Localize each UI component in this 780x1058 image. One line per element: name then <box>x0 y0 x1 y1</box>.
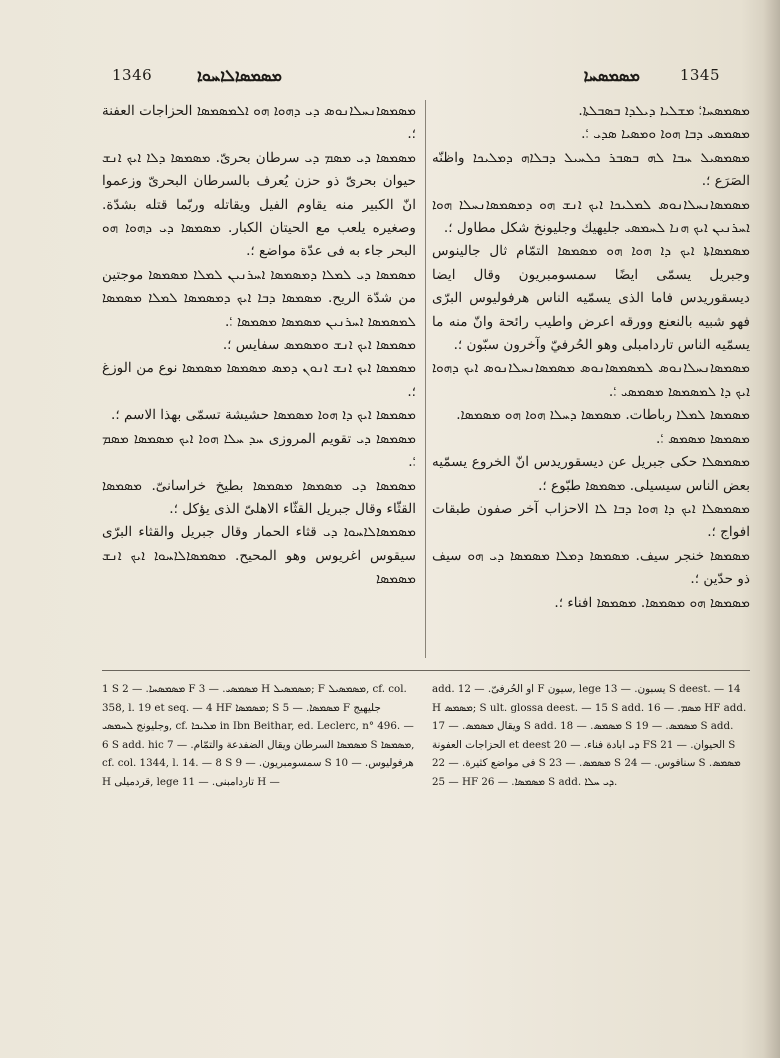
dictionary-entry: ܡܣܡܣܐ خنجر سيف. ܡܣܡܣܐ ܕܡܠܐ ܡܣܡܣܐ ܕܝ ܗܘ سيف ذو حدّين ؛. <box>432 547 750 588</box>
dictionary-entry: ܡܣܡܣܐ ܕܝ ܡܣܡܣܐ ܡܣܡܣܐ بطيخ خراسانىّ. ܡܣܡܣܐ القثّاء وقال جبريل القثّاء الاهلىّ الذى يؤكل ؛. <box>102 477 416 517</box>
dictionary-entry: ܡܣܡܣܐܢܚܠܐܢܘܣ ܠܡܣܡܣܐܢܘܣ ܡܣܡܣܐܢܚܠܐܢܘܣ ܐܝܟ ܕܗܘܐ ܐܝܟ ܕܐ ܠܡܣܡܣܐ ܡܣܡܣܝ ؛. <box>432 360 750 400</box>
footnotes-left <box>102 680 416 1010</box>
dictionary-entry: ܡܣܡܣܠܐ ܐܝܟ ܕܐ ܗܘܐ ܕܒܐ ܠܐ الاحزاب آخر صفون طبقات افواج ؛. <box>432 500 750 541</box>
dictionary-entry: ܡܣܡܣܐ ܐܝܟ ܐܢܫ ܘܡܣܡܣ سفايس ؛. <box>222 337 416 354</box>
dictionary-entry: ܡܣܡܣܚܐ؛ ܡܫܠܝܐ ܕܝܠܕܐ ܒܣܒܠܬܐ. <box>578 103 750 119</box>
left-page-number: 1346 <box>112 66 153 84</box>
dictionary-entry: ܡܣܡܣܐܢܚܠܐܢܘܣ ܕܝ ܕܗܘܐ ܗܘ ܐܠܡܣܡܣܐ الحزاجات العفنة ؛. <box>102 103 416 143</box>
footnote-block: 1 S ܡܣܡܣܚܐ. — 2 F ܡܣܡܣܝ. — 3 H ܡܣܡܣܝܠ; F ܡܣܡܣܝܠ, cf. col. 358, l. 19 et seq. — 4 HF ܡܣܡܣܐ; S ܡܣܡܣܐ. — 5 F جليهيج وجليونج ܠܚܡܣܝ, cf. ܡܠܝܟܐ in Ibn Beithar, ed. Leclerc, n° 496. — 6 S add. hic ܡܣܡܣܐ السرطان ويقال الضفدعة والتمّام. — 7 S ܡܣܡܣܐ, cf. col. 1344, l. 14. — 8 S سمسومبريون. — 9 S هرفوليوس. — 10 H قردميلى, lege تاردامبنى. — 11 H — <box>102 683 415 788</box>
footnote-block: add. او الحُرفىّ. — 12 F سيون, lege يسبون. — 13 S deest. — 14 H ܡܣܡܣ; S ult. glossa deest. — 15 S add. ܡܣܡ. — 16 HF add. ويقال ܡܣܡܣ. — 17 S add. ܡܣܡܣ. — 18 S ܡܣܡܣ. — 19 S add. الحزاجات العفونة et deest ܕܝ ابادة فناء. — 20 FS الحيوان. — 21 S فى مواضع كثيرة. — 22 S ܡܣܡܣ. — 23 S سنافوس. — 24 S ܡܣܡܣ. — 25 HF ܡܣܡܣܐ. — 26 S add. ܕܝ ܚܠܐ. <box>432 683 747 788</box>
dictionary-entry: ܡܣܡܣܐ ܐܝܟ ܐܢܫ ܐܢܘܢ ܕܡܣ ܡܣܡܣܐ ܡܣܡܣܐ نوع من الوزغ ؛. <box>102 360 416 400</box>
page-header <box>112 66 720 92</box>
right-page-number: 1345 <box>679 66 720 84</box>
right-text-column <box>432 100 750 660</box>
dictionary-entry: ܡܣܡܣܐ ܡܣܡܣ ؛. <box>656 430 750 447</box>
dictionary-entry: ܡܣܡܣܐ ܠܡܠܐ رباطات. ܡܣܡܣܐ ܕܚܠܐ ܗܘܐ ܗܘ ܡܣܡܣܐ. <box>456 407 750 424</box>
dictionary-entry: ܡܣܡܣܝܠ ܚܒܐ ܠܗ ܒܣܒܪ ܟܠܚܝܠ ܕܒܠܐܗ ܕܡܠܝܟܐ واظنّه الصَرَع ؛. <box>432 149 750 190</box>
dictionary-entry: ܡܣܡܣܝ ܕܒܐ ܗܘܐ ܘܡܣܝܐ ܣܕܝ ؛. <box>581 126 750 143</box>
dictionary-entry: ܡܣܡܣܐ ܕܝ ܠܡܠܐ ܕܡܣܡܣܐ ܐܚܪܢܝܢ ܠܡܠܐ ܡܣܡܣܐ موجتين من شدّة الريح. ܡܣܡܣܐ ܕܒܐ ܐܝܟ ܕܡܣܡܣܐ ܠܡܠܐ ܡܣܡܣܐ ܠܡܣܡܣܐ ܐܚܪܢܝܢ ܡܣܡܣܐ ܡܣܡܣܐ ؛. <box>102 266 416 330</box>
dictionary-entry: ܡܣܡܣܐ ܐܝܟ ܕܐ ܗܘܐ ܡܣܡܣܐ حشيشة تسمّى بهذا الاسم ؛. <box>111 407 416 424</box>
footnotes-right <box>432 680 750 1010</box>
dictionary-entry: ܡܣܡܣܐ ܕܝ ܡܣܡ ܕܝ سرطان بحرىّ. ܡܣܡܣܐ ܕܠܐ ܐܝܟ ܐܢܫ حيوان بحرىّ ذو حزن يُعرف بالسرطان البحرىّ وزعموا انّ الكبير منه يقاوم الفيل ويقاتله وربّما قتله بشدّة. وصغيره يلعب مع الحيتان الكبار. ܡܣܡܣܐ ܕܝ ܕܗܘܐ ܗܘ البحر جاء به فى عدّة مواضع ؛. <box>102 149 416 260</box>
right-running-title: ܡܣܡܣܚܐ <box>583 66 640 85</box>
dictionary-entry: ܡܣܡܣܐ ܕܝ تقويم المروزى ܚܕ ܚܠܐ ܗܘܐ ܐܝܟ ܡܣܡܣܐ ܡܣܡ ؛. <box>102 430 416 471</box>
page-edge-shadow <box>764 0 780 1058</box>
left-text-column <box>102 100 416 660</box>
dictionary-entry: ܡܣܡܣܐܠܐܚܘܐ ܕܝ قثاء الحمار وقال جبريل والقثاء البرّى سيقوس اغريوس وهو المحيح. ܡܣܡܣܐܠܐܚܘܐ ܐܝܟ ܐܢܫ ܡܣܡܣܐ <box>102 524 416 588</box>
dictionary-entry: ܡܣܡܣܠܐ حكى جبريل عن ديسقوريدس انّ الخروع يسمّيه بعض الناس سيسيلى. ܡܣܡܣܐ طبّوع ؛. <box>432 454 750 494</box>
dictionary-entry: ܡܣܡܣܐ ܗܘ ܡܣܡܣܐ. ܡܣܡܣܐ افناء ؛. <box>554 594 750 611</box>
footnote-divider <box>102 670 750 671</box>
column-divider <box>425 100 426 658</box>
dictionary-entry: ܡܣܡܣܐܢܚܠܐܢܘܣ ܠܡܠܝܟܐ ܐܝܟ ܐܢܫ ܗܘ ܕܡܣܡܣܐܢܚܠܐ ܗܘܐ ܐܚܪܢܝܢ ܐܝܟ ܗܢܐ ܠܚܡܣܝ جليهيك وجليونخ شكل مطاول ؛. <box>432 196 750 237</box>
left-running-title: ܡܣܡܣܐܠܐܚܘܐ <box>197 66 282 85</box>
dictionary-entry: ܡܣܡܣܐܬܐ ܐܝܟ ܕܐ ܗܘܐ ܗܘ ܡܣܡܣܐ التمّام ثال جالينوس وجبريل يسمّى ايضًا سمسومبريون وقال ايضا ديسقوريدس فاما الذى يسمّيه الناس هرفوليوس البرّى فهو شبيه بالنعنع وورقه اعرض واطيب رائحة وانّ منه ما يسمّيه الناس تاردامبلى وهو الحُرفيّ وآخرون سبّون ؛. <box>432 243 750 354</box>
